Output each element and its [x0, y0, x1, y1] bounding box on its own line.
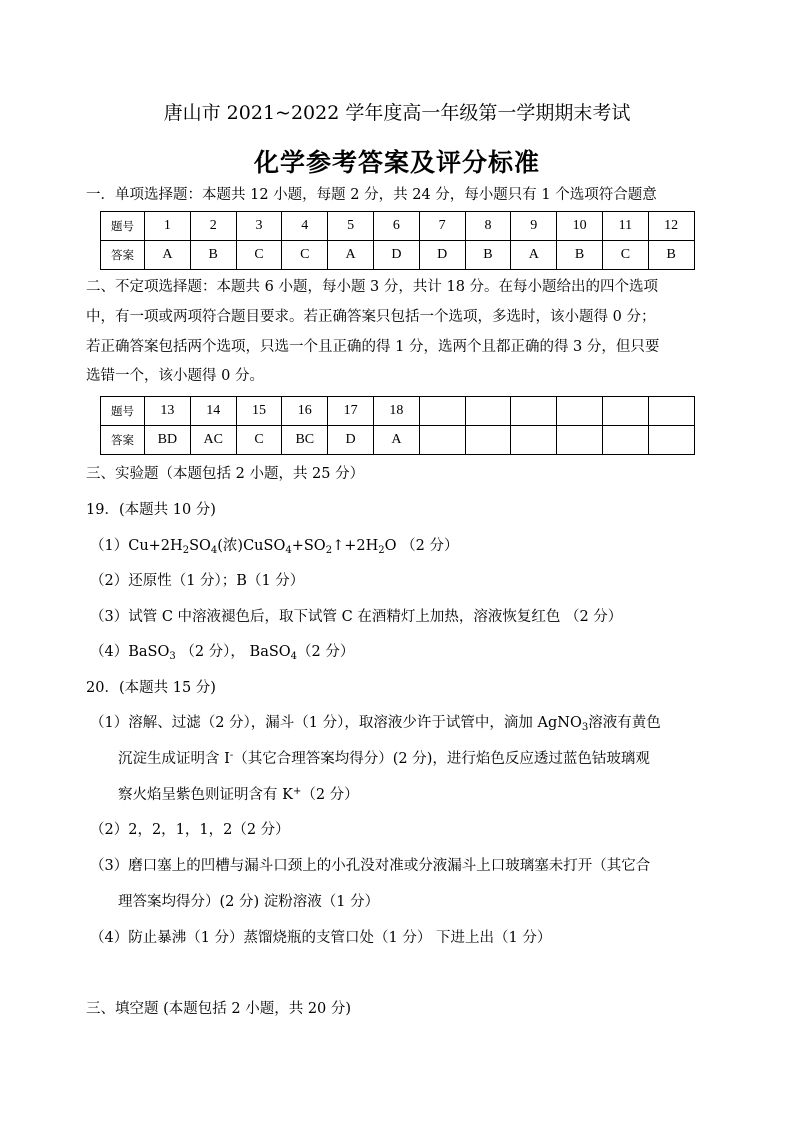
question-number: 11: [602, 212, 648, 241]
answer-cell: A: [373, 426, 419, 455]
answer-cell: D: [373, 241, 419, 270]
text: （2 分）， BaSO: [175, 644, 291, 660]
q20-answer-2: （2）2，2，1，1，2（2 分）: [90, 822, 290, 838]
empty-cell: [648, 397, 694, 426]
q20-answer-3-line-1: （3）磨口塞上的凹槽与漏斗口颈上的小孔没对准或分液漏斗上口玻璃塞未打开（其它合: [90, 858, 651, 874]
empty-cell: [419, 426, 465, 455]
q19-answer-4: [90, 643, 354, 661]
answer-cell: C: [236, 241, 282, 270]
subscript: 2: [182, 545, 190, 556]
question-number: 2: [190, 212, 236, 241]
q19-heading: 19．(本题共 10 分): [86, 502, 216, 518]
text: O （2 分）: [384, 538, 459, 554]
document-title: 化学参考答案及评分标准: [253, 148, 540, 177]
text: （2 分）: [297, 644, 355, 660]
empty-cell: [465, 397, 511, 426]
answer-cell: AC: [190, 426, 236, 455]
empty-cell: [511, 397, 557, 426]
empty-cell: [511, 426, 557, 455]
section1-heading: 一．单项选择题：本题共 12 小题，每题 2 分，共 24 分，每小题只有 1 个选项符合题意: [86, 187, 657, 203]
empty-cell: [557, 426, 603, 455]
text: 溶液有黄色: [588, 715, 661, 731]
empty-cell: [602, 426, 648, 455]
question-number: 9: [511, 212, 557, 241]
subscript: 4: [285, 545, 292, 556]
answer-cell: C: [236, 426, 282, 455]
answer-cell: C: [282, 241, 328, 270]
subscript: 2: [325, 545, 333, 556]
question-number: 17: [328, 397, 374, 426]
question-number: 6: [373, 212, 419, 241]
question-number: 18: [373, 397, 419, 426]
row-label: 答案: [101, 426, 145, 455]
text: 沉淀生成证明含 I: [118, 751, 230, 767]
section2-instructions-line-2: 中，有一项或两项符合题目要求。若正确答案只包括一个选项，多选时，该小题得 0 分；: [86, 309, 656, 325]
question-number: 3: [236, 212, 282, 241]
row-label: 题号: [101, 212, 145, 241]
section4-heading: 三、填空题 (本题包括 2 小题，共 20 分): [86, 1001, 352, 1017]
answer-cell: D: [419, 241, 465, 270]
q19-answer-3: （3）试管 C 中溶液褪色后，取下试管 C 在酒精灯上加热，溶液恢复红色 （2 分）: [90, 609, 623, 625]
question-number: 16: [282, 397, 328, 426]
answer-cell: B: [648, 241, 694, 270]
answer-cell: A: [145, 241, 191, 270]
question-number: 4: [282, 212, 328, 241]
answer-cell: A: [511, 241, 557, 270]
text: （2 分）: [301, 787, 359, 803]
question-number: 5: [328, 212, 374, 241]
section2-instructions-line-3: 若正确答案包括两个选项，只选一个且正确的得 1 分，选两个且都正确的得 3 分，但只要: [86, 339, 660, 355]
section3-heading: 三、实验题（本题包括 2 小题，共 25 分）: [86, 466, 365, 482]
q19-answer-2: （2）还原性（1 分）；B（1 分）: [90, 573, 305, 589]
answer-cell: BC: [282, 426, 328, 455]
answer-cell: B: [557, 241, 603, 270]
subscript: 4: [210, 545, 218, 556]
q20-answer-4: （4）防止暴沸（1 分）蒸馏烧瓶的支管口处（1 分） 下进上出（1 分）: [90, 930, 552, 946]
text: ↑+2H: [332, 538, 379, 554]
subscript: 3: [581, 722, 589, 733]
exam-title: 唐山市 2021~2022 学年度高一年级第一学期期末考试: [163, 102, 631, 124]
answer-row: [101, 241, 695, 270]
empty-cell: [602, 397, 648, 426]
answer-cell: B: [465, 241, 511, 270]
row-label: 题号: [101, 397, 145, 426]
question-number: 14: [190, 397, 236, 426]
text: +SO: [291, 538, 326, 554]
text: （其它合理答案均得分）(2 分)，进行焰色反应透过蓝色钴玻璃观: [233, 751, 650, 767]
q19-answer-1: [90, 537, 458, 555]
empty-cell: [648, 426, 694, 455]
question-number: 10: [557, 212, 603, 241]
section1-answer-table: [100, 211, 695, 270]
empty-cell: [419, 397, 465, 426]
q20-answer-3-line-2: 理答案均得分）(2 分) 淀粉溶液（1 分）: [118, 894, 380, 910]
text: SO: [189, 538, 211, 554]
question-number: 15: [236, 397, 282, 426]
question-number: 8: [465, 212, 511, 241]
text: (浓)CuSO: [217, 538, 286, 554]
question-number: 1: [145, 212, 191, 241]
q20-answer-1-line-2: [118, 750, 650, 768]
answer-cell: C: [602, 241, 648, 270]
text: （1）溶解、过滤（2 分），漏斗（1 分），取溶液少许于试管中，滴加 AgNO: [90, 715, 582, 731]
text: （1）Cu+2H: [90, 538, 183, 554]
empty-cell: [557, 397, 603, 426]
question-number: 13: [145, 397, 191, 426]
section2-answer-table: [100, 396, 695, 455]
q20-heading: 20．(本题共 15 分): [86, 680, 216, 696]
answer-cell: D: [328, 426, 374, 455]
section2-instructions-line-1: 二、不定项选择题：本题共 6 小题，每小题 3 分，共计 18 分。在每小题给出的四个选项: [86, 279, 659, 295]
subscript: 3: [169, 651, 176, 662]
superscript: +: [292, 786, 302, 797]
question-number-row: [101, 397, 695, 426]
text: 察火焰呈紫色则证明含有 K: [118, 787, 293, 803]
question-number: 12: [648, 212, 694, 241]
superscript: -: [229, 750, 234, 761]
subscript: 2: [378, 545, 385, 556]
answer-cell: B: [190, 241, 236, 270]
question-number: 7: [419, 212, 465, 241]
answer-row: [101, 426, 695, 455]
answer-cell: BD: [145, 426, 191, 455]
answer-cell: A: [328, 241, 374, 270]
section2-instructions-line-4: 选错一个，该小题得 0 分。: [86, 368, 264, 384]
subscript: 4: [290, 651, 298, 662]
row-label: 答案: [101, 241, 145, 270]
empty-cell: [465, 426, 511, 455]
question-number-row: [101, 212, 695, 241]
q20-answer-1-line-1: [90, 714, 661, 732]
text: （4）BaSO: [90, 644, 170, 660]
q20-answer-1-line-3: [118, 786, 359, 804]
